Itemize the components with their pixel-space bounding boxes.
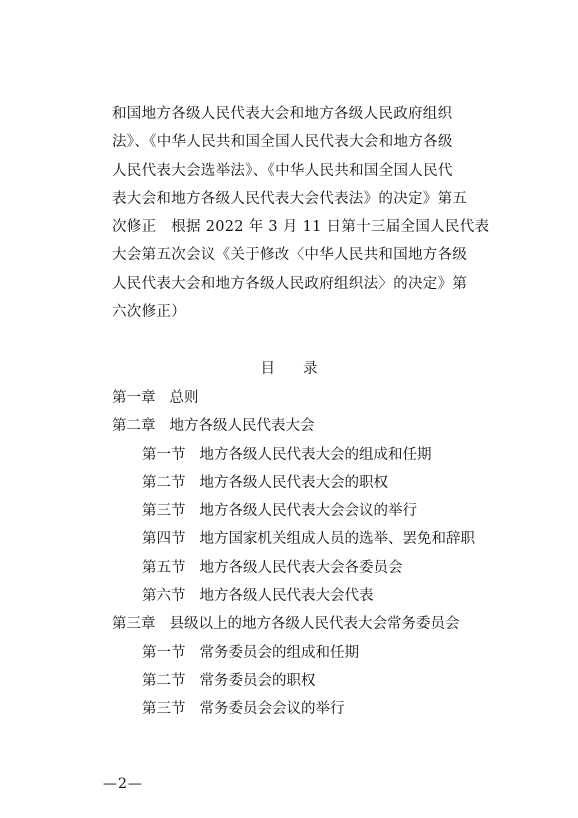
toc-title-left: 目	[260, 361, 275, 377]
toc-section[interactable]	[112, 695, 512, 723]
toc-number: 第三节	[142, 503, 186, 520]
toc-heading: 地方各级人民代表大会会议的举行	[199, 503, 417, 520]
toc-section[interactable]	[112, 525, 512, 553]
toc-number: 第三节	[142, 701, 186, 718]
toc-number: 第一章	[112, 390, 156, 406]
toc-heading: 常务委员会会议的举行	[199, 701, 345, 718]
toc-chapter[interactable]	[112, 610, 512, 638]
toc-heading: 地方各级人民代表大会代表	[199, 588, 374, 605]
toc-section[interactable]	[112, 667, 512, 695]
toc-number: 第三章	[112, 616, 156, 633]
toc-section[interactable]	[112, 441, 512, 469]
preamble-line: 次修正 根据 2022 年 3 月 11 日第十三届全国人民代表	[112, 219, 490, 236]
page-number: —2—	[103, 776, 143, 792]
toc-heading: 常务委员会的职权	[199, 672, 316, 689]
toc-title-right: 录	[303, 361, 318, 377]
preamble-line: 六次修正）	[112, 304, 186, 321]
preamble-line: 人民代表大会选举法》、《中华人民共和国全国人民代	[112, 162, 453, 179]
preamble-line: 和国地方各级人民代表大会和地方各级人民政府组织	[112, 106, 453, 122]
toc-section[interactable]	[112, 582, 512, 610]
toc-number: 第二节	[142, 672, 186, 689]
toc-chapter[interactable]	[112, 384, 512, 412]
preamble-line: 人民代表大会和地方各级人民政府组织法〉的决定》第	[112, 275, 468, 292]
toc-number: 第二章	[112, 418, 156, 435]
toc-section[interactable]	[112, 554, 512, 582]
preamble-text	[112, 100, 490, 326]
toc-title	[0, 357, 578, 378]
toc-heading: 总则	[169, 390, 199, 406]
preamble-line: 表大会和地方各级人民代表大会代表法》的决定》第五	[112, 190, 468, 207]
toc-heading: 地方各级人民代表大会的组成和任期	[199, 446, 432, 463]
toc-heading: 地方国家机关组成人员的选举、罢免和辞职	[199, 531, 475, 548]
toc-number: 第一节	[142, 644, 186, 661]
toc-section[interactable]	[112, 469, 512, 497]
toc-heading: 县级以上的地方各级人民代表大会常务委员会	[169, 616, 460, 633]
toc-number: 第五节	[142, 559, 186, 576]
table-of-contents	[112, 384, 512, 724]
preamble-line: 大会第五次会议《关于修改〈中华人民共和国地方各级	[112, 247, 468, 264]
toc-heading: 地方各级人民代表大会各委员会	[199, 559, 403, 576]
toc-heading: 地方各级人民代表大会	[169, 418, 315, 435]
toc-heading: 常务委员会的组成和任期	[199, 644, 359, 661]
toc-chapter[interactable]	[112, 412, 512, 440]
toc-section[interactable]	[112, 497, 512, 525]
preamble-line: 法》、《中华人民共和国全国人民代表大会和地方各级	[112, 134, 453, 151]
toc-number: 第四节	[142, 531, 186, 548]
toc-number: 第二节	[142, 474, 186, 491]
toc-heading: 地方各级人民代表大会的职权	[199, 474, 388, 491]
toc-number: 第一节	[142, 446, 186, 463]
toc-number: 第六节	[142, 588, 186, 605]
toc-section[interactable]	[112, 639, 512, 667]
